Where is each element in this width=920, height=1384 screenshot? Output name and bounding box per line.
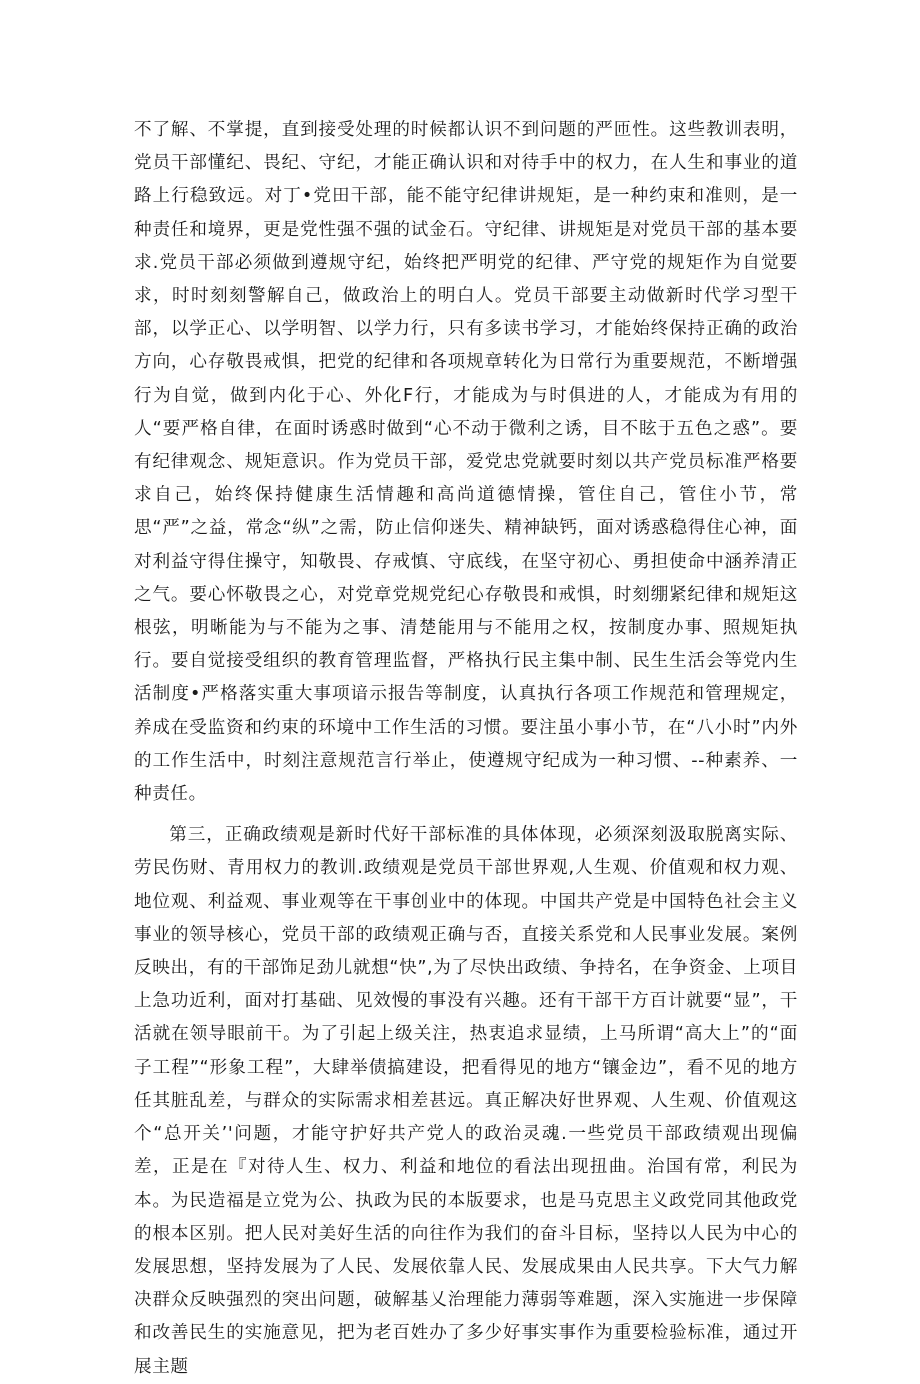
paragraph-performance-view: 第三，正确政绩观是新时代好干部标准的具体体现，必须深刻汲取脱离实际、劳民伤财、青用权力的教训.政绩观是党员干部世界观,人生观、价值观和权力观、地位观、利益观、事业观等在干事创业中的体现。中国共产党是中国特色社会主义事业的领导核心，党员干部的政绩观正确与否，直接关系党和人民事业发展。案例反映出，有的干部饰足劲儿就想“快”,为了尽快出政绩、争持名，在争资金、上项目上急功近利，面对打基础、见效慢的事没有兴趣。还有干部干方百计就要“显”，干活就在领导眼前干。为了引起上级关注，热衷追求显绩，上马所谓“高大上”的“面子工程”“形象工程”，大肆举债搞建设，把看得见的地方“镶金边”，看不见的地方任其脏乱差，与群众的实际需求相差甚远。真正解决好世界观、人生观、价值观这个“总开关’'问题，才能守护好共产党人的政治灵魂.一些党员干部政绩观出现偏差，正是在『对待人生、权力、利益和地位的看法出现扭曲。治国有常，利民为本。为民造福是立党为公、执政为民的本版要求，也是马克思主义政党同其他政党的根本区别。把人民对美好生活的向往作为我们的奋斗目标，坚持以人民为中心的发展思想，坚持发展为了人民、发展依靠人民、发展成果由人民共享。下大气力解决群众反映强烈的突出问题，破解基乂治理能力薄弱等难题，深入实施进一步保障和改善民生的实施意见，把为老百姓办了多少好事实事作为重要检验标准，通过开展主题: [134, 825, 798, 1377]
paragraph-discipline: 不了解、不掌提，直到接受处理的时候都认识不到问题的严匝性。这些教训表明，党员干部懂纪、畏纪、守纪，才能正确认识和对待手中的权力，在人生和事业的道路上行稳致远。对丁•党田干部，能不能守纪律讲规矩，是一种约束和准则，是一种责任和境界，更是党性强不强的试金石。守纪律、讲规矩是对党员干部的基本要求.党员干部必须做到遵规守纪，始终把严明党的纪律、严守党的规矩作为自觉要求，时时刻刻警解自己，做政治上的明白人。党员干部要主动做新时代学习型干部，以学正心、以学明智、以学力行，只有多读书学习，才能始终保持正确的政治方向，心存敬畏戒惧，把党的纪律和各项规章转化为日常行为重要规范，不断增强行为自觉，做到内化于心、外化F行，才能成为与时俱进的人，才能成为有用的人“要严格自律，在面时诱惑时做到“心不动于微利之诱，目不眩于五色之惑”。要有纪律观念、规矩意识。作为党员干部，爱党忠党就要时刻以共产党员标准严格要求自己，始终保持健康生活情趣和高尚道德情操，管住自己，管住小节，常思“严”之益，常念“纵”之需，防止信仰迷失、精神缺钙，面对诱惑稳得住心神，面对利益守得住操守，知敬畏、存戒慎、守底线，在坚守初心、勇担使命中涵养清正之气。要心怀敬畏之心，对党章党规党纪心存敬畏和戒惧，时刻绷紧纪律和规矩这根弦，明晰能为与不能为之事、清楚能用与不能用之权，按制度办事、照规矩执行。要自觉接受组织的教育管理监督，严格执行民主集中制、民生生活会等党内生活制度•严格落实重大事项谙示报告等制度，认真执行各项工作规范和管理规定，养成在受监资和约束的环境中工作生活的习惯。要注虽小事小节，在“八小时”内外的工作生活中，时刻注意规范言行举止，使遵规守纪成为一种习惯、--种素养、一种责任。: [134, 120, 798, 805]
body-text: [134, 114, 798, 1384]
